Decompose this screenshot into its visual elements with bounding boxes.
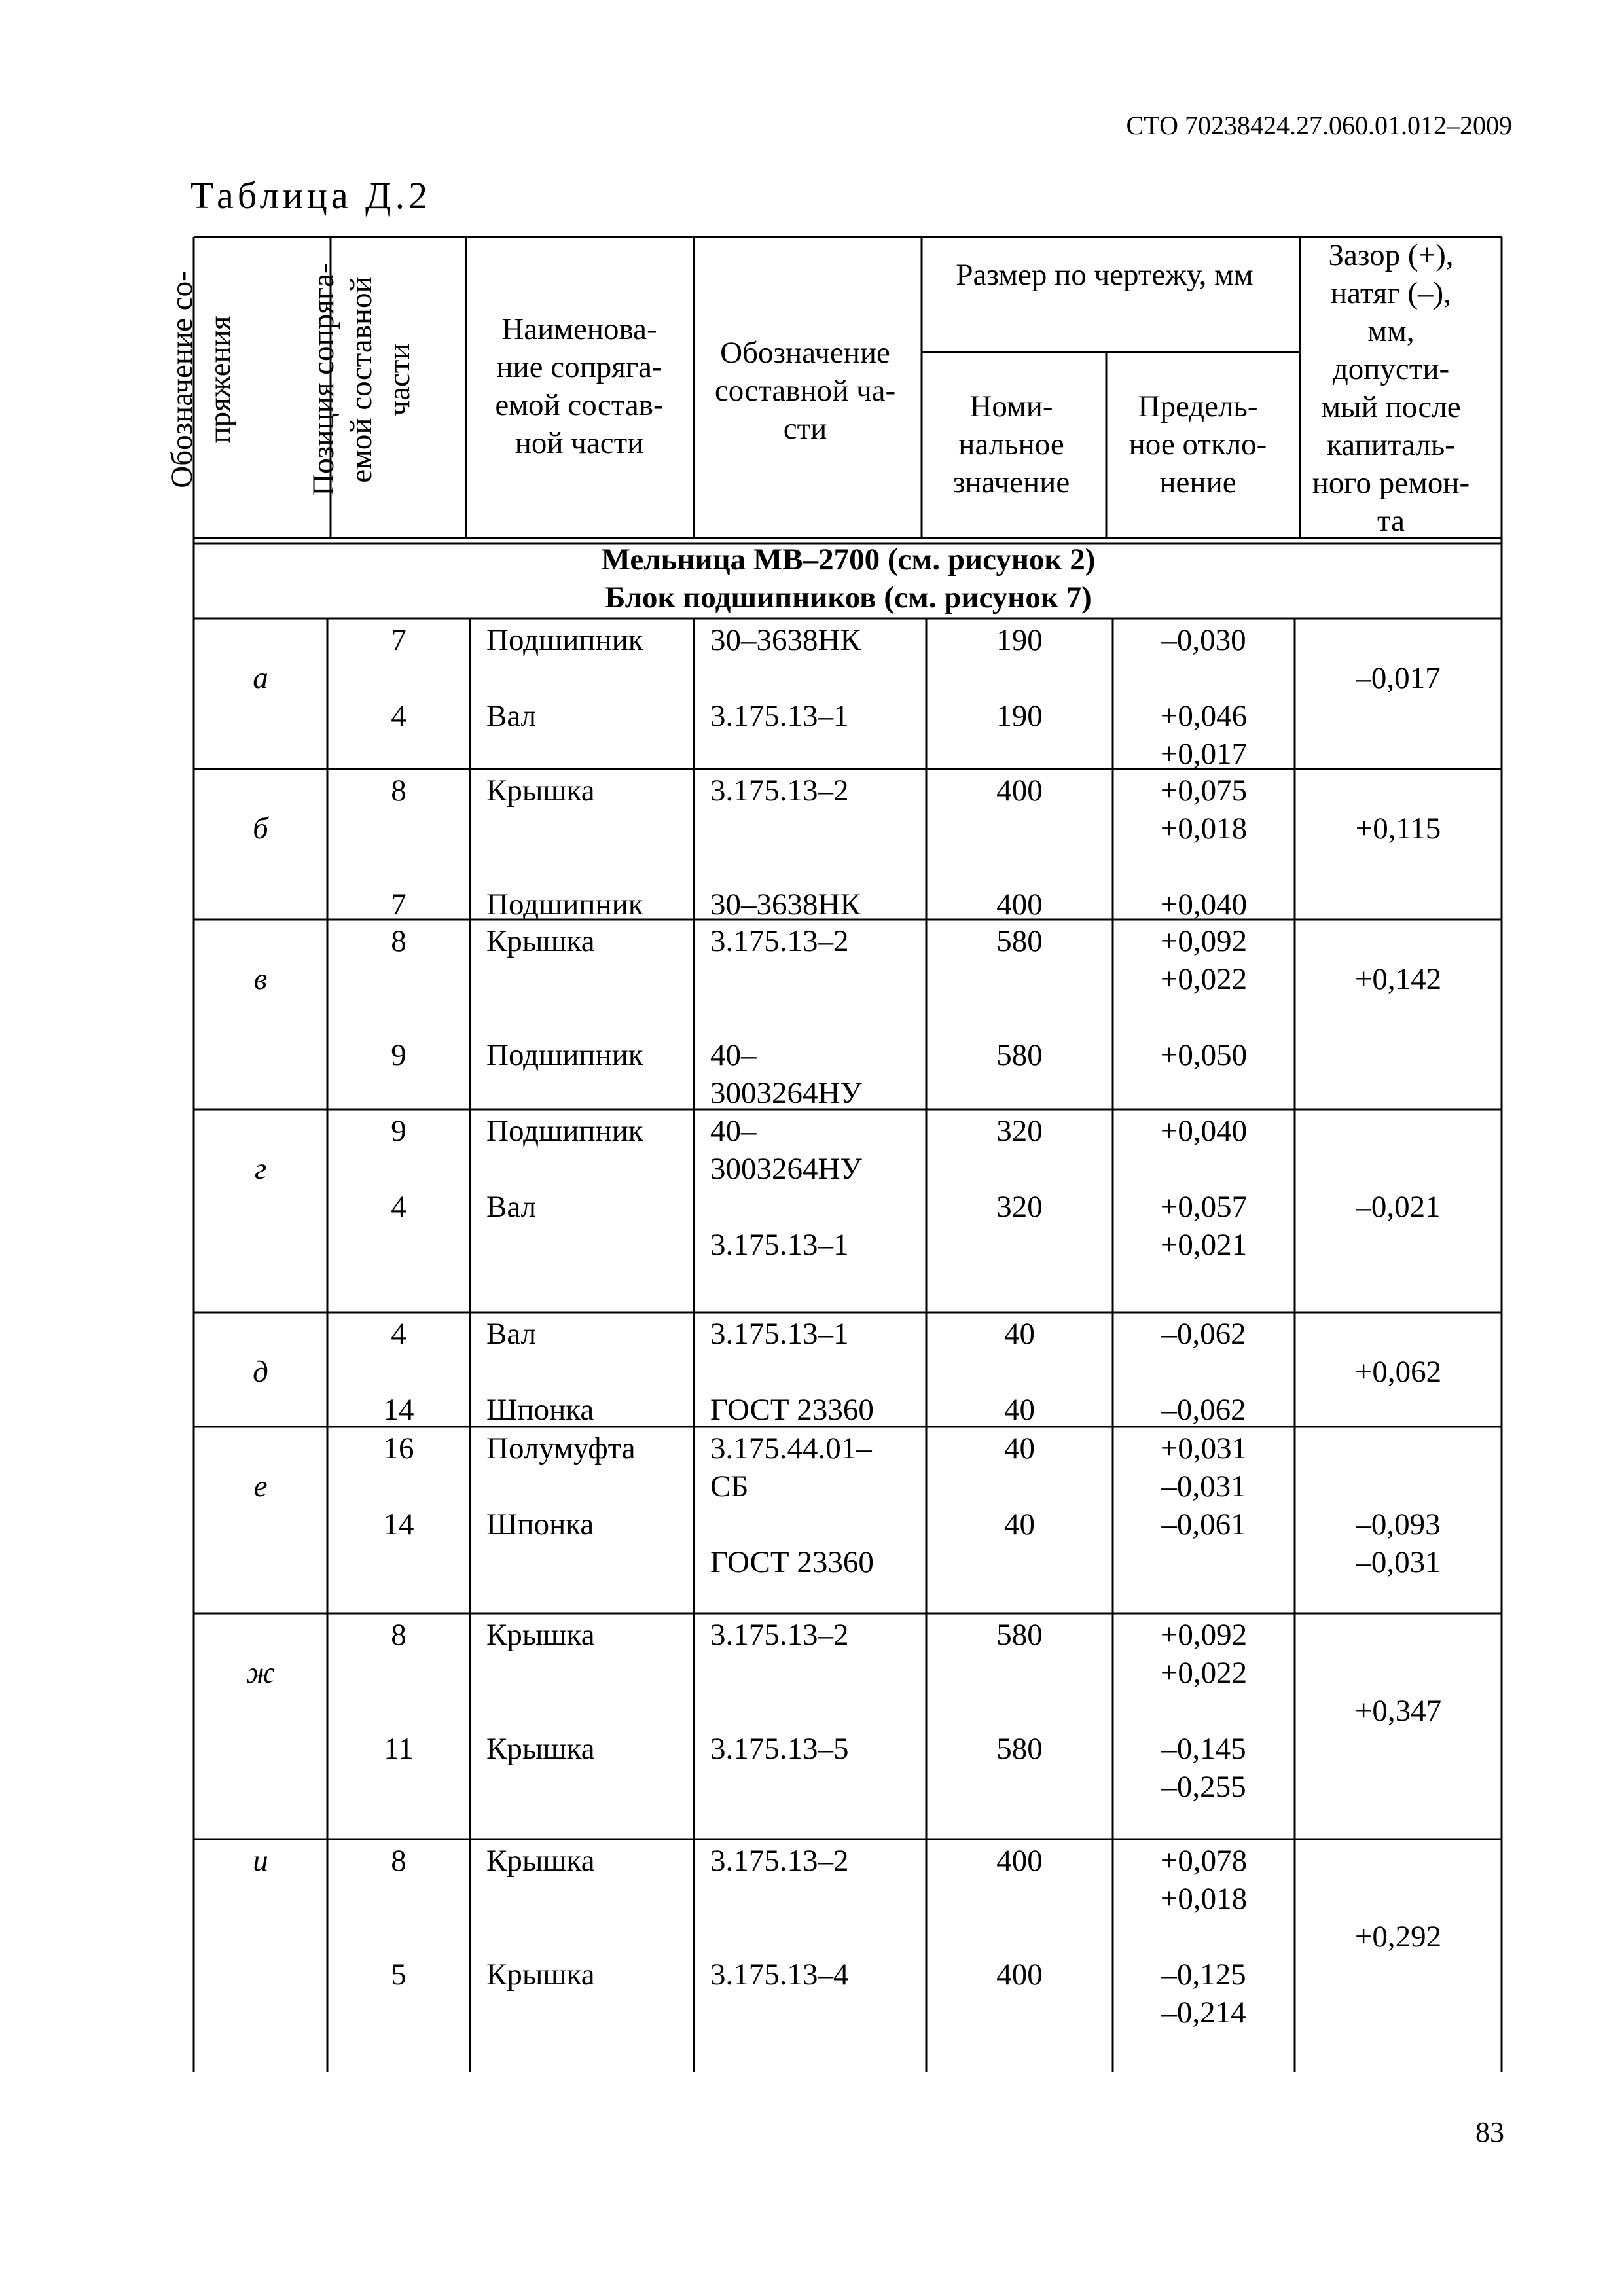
deviation-cell: +0,092	[1160, 924, 1248, 958]
nominal-cell: 320	[996, 1190, 1043, 1224]
nominal-cell: 320	[996, 1114, 1043, 1148]
position-cell: 9	[391, 1038, 406, 1072]
header-size: Размер по чертежу, мм	[956, 258, 1254, 292]
page-number: 83	[1475, 2116, 1504, 2148]
part-name-cell: Крышка	[486, 1844, 595, 1878]
part-name-cell: Крышка	[486, 924, 595, 958]
deviation-cell: +0,050	[1160, 1038, 1248, 1072]
deviation-cell: +0,057	[1160, 1190, 1248, 1224]
part-code-cell: 3.175.13–1	[710, 1317, 849, 1351]
nominal-cell: 40	[1004, 1393, 1035, 1427]
deviation-cell: –0,061	[1161, 1507, 1246, 1541]
part-code-cell: 3.175.13–1	[710, 1228, 849, 1262]
header-part-code: Обозначение составной ча- сти	[714, 336, 896, 446]
gap-value: –0,031	[1356, 1545, 1441, 1579]
header-name: Наименова- ние сопряга- емой состав- ной части	[495, 312, 664, 460]
part-code-cell: ГОСТ 23360	[710, 1393, 874, 1427]
position-cell: 8	[391, 774, 406, 808]
part-code-cell: 3.175.13–2	[710, 924, 849, 958]
deviation-cell: +0,018	[1160, 1882, 1248, 1916]
deviation-cell: +0,092	[1160, 1618, 1248, 1652]
position-cell: 11	[384, 1732, 414, 1766]
part-code-cell: СБ	[710, 1469, 749, 1503]
gap-value: –0,017	[1356, 661, 1441, 695]
part-code-cell: 3.175.13–2	[710, 774, 849, 808]
part-name-cell: Подшипник	[486, 1038, 643, 1072]
table-caption: Таблица Д.2	[190, 174, 432, 217]
position-cell: 16	[383, 1431, 414, 1465]
position-cell: 9	[391, 1114, 406, 1148]
position-cell: 4	[391, 1190, 406, 1224]
nominal-cell: 400	[996, 888, 1043, 922]
nominal-cell: 400	[996, 1958, 1043, 1992]
position-cell: 4	[391, 1317, 406, 1351]
header-position: Позиция сопряга- емой составной части	[306, 263, 416, 496]
position-cell: 8	[391, 1618, 406, 1652]
pairing-label: а	[253, 661, 268, 695]
gap-value: +0,062	[1354, 1355, 1442, 1389]
nominal-cell: 40	[1004, 1507, 1035, 1541]
section-title-bearing-block: Блок подшипников (см. рисунок 7)	[605, 581, 1092, 615]
pairing-label: в	[253, 962, 268, 996]
header-nominal: Номи- нальное значение	[952, 389, 1070, 499]
part-name-cell: Крышка	[486, 1618, 595, 1652]
nominal-cell: 40	[1004, 1317, 1035, 1351]
position-cell: 8	[391, 1844, 406, 1878]
position-cell: 4	[391, 699, 406, 733]
part-name-cell: Крышка	[486, 1732, 595, 1766]
part-code-cell: 30–3638НК	[710, 888, 861, 922]
deviation-cell: –0,145	[1161, 1732, 1246, 1766]
pairing-label: и	[253, 1844, 268, 1878]
deviation-cell: +0,031	[1160, 1431, 1248, 1465]
deviation-cell: +0,022	[1160, 1656, 1248, 1690]
part-name-cell: Шпонка	[486, 1507, 594, 1541]
deviation-cell: –0,031	[1161, 1469, 1246, 1503]
pairing-label: е	[253, 1469, 268, 1503]
part-code-cell: 3.175.13–4	[710, 1958, 849, 1992]
gap-value: +0,292	[1354, 1920, 1442, 1954]
part-code-cell: 3.175.44.01–	[710, 1431, 872, 1465]
part-code-cell: 3003264НУ	[710, 1076, 862, 1110]
header-designation: Обозначение со- пряжения	[165, 271, 237, 488]
nominal-cell: 580	[996, 1732, 1043, 1766]
part-name-cell: Подшипник	[486, 623, 643, 657]
gap-value: +0,347	[1354, 1694, 1442, 1728]
deviation-cell: +0,021	[1160, 1228, 1248, 1262]
pairing-label: г	[254, 1152, 267, 1186]
part-code-cell: 3.175.13–2	[710, 1844, 849, 1878]
position-cell: 8	[391, 924, 406, 958]
part-name-cell: Вал	[486, 699, 537, 733]
deviation-cell: +0,046	[1160, 699, 1248, 733]
part-name-cell: Шпонка	[486, 1393, 594, 1427]
deviation-cell: +0,078	[1160, 1844, 1248, 1878]
deviation-cell: +0,040	[1160, 888, 1248, 922]
deviation-cell: +0,040	[1160, 1114, 1248, 1148]
position-cell: 14	[383, 1507, 414, 1541]
position-cell: 7	[391, 888, 406, 922]
part-name-cell: Подшипник	[486, 1114, 643, 1148]
part-code-cell: 30–3638НК	[710, 623, 861, 657]
nominal-cell: 580	[996, 924, 1043, 958]
part-code-cell: 3.175.13–5	[710, 1732, 849, 1766]
deviation-cell: –0,214	[1161, 1996, 1246, 2030]
deviation-cell: +0,018	[1160, 812, 1248, 846]
nominal-cell: 400	[996, 1844, 1043, 1878]
document-code: СТО 70238424.27.060.01.012–2009	[1126, 111, 1512, 140]
gap-value: –0,021	[1356, 1190, 1441, 1224]
pairing-label: б	[253, 812, 268, 846]
nominal-cell: 40	[1004, 1431, 1035, 1465]
part-name-cell: Вал	[486, 1317, 537, 1351]
position-cell: 14	[383, 1393, 414, 1427]
gap-value: –0,093	[1356, 1507, 1441, 1541]
deviation-cell: +0,075	[1160, 774, 1248, 808]
deviation-cell: +0,017	[1160, 737, 1248, 771]
part-code-cell: 40–	[710, 1038, 757, 1072]
header-gap: Зазор (+), натяг (–), мм, допусти- мый после капиталь- ного ремон- та	[1312, 238, 1470, 538]
nominal-cell: 190	[996, 623, 1043, 657]
header-deviation: Предель- ное откло- нение	[1128, 389, 1267, 499]
gap-value: +0,115	[1355, 812, 1441, 846]
deviation-cell: –0,062	[1161, 1317, 1246, 1351]
nominal-cell: 400	[996, 774, 1043, 808]
part-code-cell: 3003264НУ	[710, 1152, 862, 1186]
part-code-cell: 3.175.13–1	[710, 699, 849, 733]
deviation-cell: +0,022	[1160, 962, 1248, 996]
section-title-mill: Мельница МВ–2700 (см. рисунок 2)	[601, 543, 1096, 577]
part-code-cell: 40–	[710, 1114, 757, 1148]
part-code-cell: 3.175.13–2	[710, 1618, 849, 1652]
gap-value: +0,142	[1354, 962, 1442, 996]
part-name-cell: Крышка	[486, 1958, 595, 1992]
deviation-cell: –0,030	[1161, 623, 1246, 657]
part-name-cell: Полумуфта	[486, 1431, 636, 1465]
part-name-cell: Вал	[486, 1190, 537, 1224]
nominal-cell: 580	[996, 1618, 1043, 1652]
part-name-cell: Крышка	[486, 774, 595, 808]
deviation-cell: –0,062	[1161, 1393, 1246, 1427]
nominal-cell: 580	[996, 1038, 1043, 1072]
deviation-cell: –0,125	[1161, 1958, 1246, 1992]
position-cell: 5	[391, 1958, 406, 1992]
pairing-label: ж	[246, 1656, 275, 1690]
part-code-cell: ГОСТ 23360	[710, 1545, 874, 1579]
nominal-cell: 190	[996, 699, 1043, 733]
position-cell: 7	[391, 623, 406, 657]
pairing-label: д	[253, 1355, 268, 1389]
deviation-cell: –0,255	[1161, 1770, 1246, 1804]
part-name-cell: Подшипник	[486, 888, 643, 922]
